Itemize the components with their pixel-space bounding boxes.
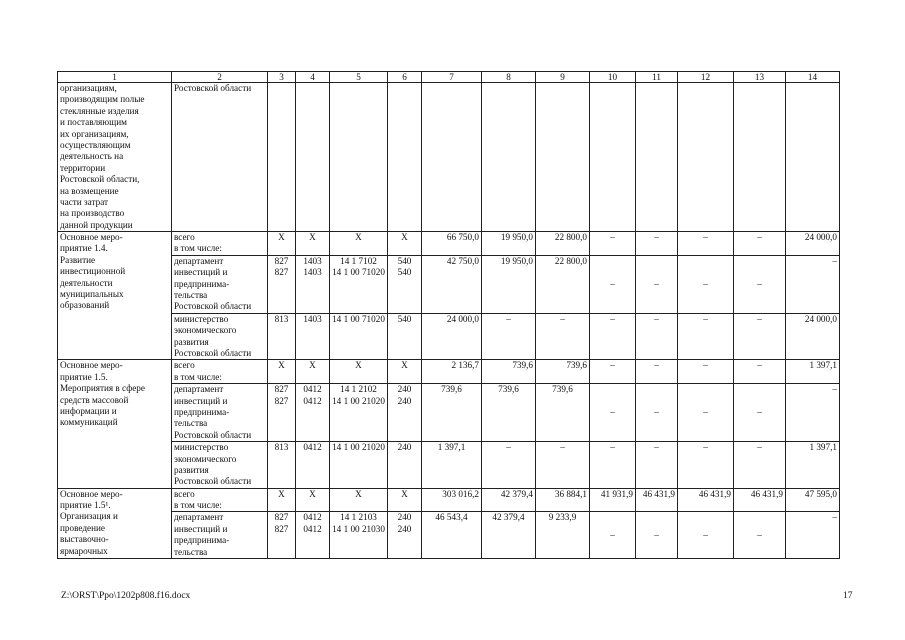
cell: 813 [268,442,296,489]
col-header: 11 [636,72,678,83]
cell: – [678,255,734,313]
col-header: 10 [590,72,636,83]
table-row [58,360,840,384]
cell: 42 750,0 [422,255,482,313]
executor: министерство экономического развития Ростовской области [172,442,268,489]
cell: – [734,360,786,384]
cell: – [734,255,786,313]
cell: 240 240 [388,512,422,559]
cell: 19 950,0 [482,255,536,313]
cell: – [678,512,734,559]
cell: – [636,442,678,489]
cell: – [636,384,678,442]
table-row [58,83,840,232]
cell: 14 1 2103 14 1 00 21030 [330,512,388,559]
cell: – [678,442,734,489]
cell: X [388,360,422,384]
cell: – [590,360,636,384]
cell: – [678,313,734,360]
cell: 14 1 00 21020 [330,442,388,489]
executor-total: всего в том числе: [172,360,268,384]
table-row [58,442,840,489]
cell: 46 431,9 [678,488,734,512]
cell: X [268,232,296,256]
cell: – [636,232,678,256]
executor: департамент инвестиций и предпринима- тельства Ростовской области [172,255,268,313]
cell: – [734,384,786,442]
cell: 36 884,1 [536,488,590,512]
cell: 66 750,0 [422,232,482,256]
cell: 0412 0412 [296,512,330,559]
cell: 0412 [296,442,330,489]
cell: – [482,313,536,360]
cell: 9 233,9 [536,512,590,559]
cell: – [786,512,840,559]
cell: 0412 0412 [296,384,330,442]
footer-file-path: Z:\ORST\Ppo\1202p808.f16.docx [61,591,191,601]
col-header: 3 [268,72,296,83]
cell: 240 [388,442,422,489]
cell: – [636,255,678,313]
cell: 2 136,7 [422,360,482,384]
cell: – [536,442,590,489]
cell: – [590,442,636,489]
cell: – [536,313,590,360]
cell: – [734,232,786,256]
executor-total: всего в том числе: [172,488,268,512]
col-header: 7 [422,72,482,83]
cell: 540 [388,313,422,360]
cell: 827 827 [268,512,296,559]
cell: 22 800,0 [536,255,590,313]
cell: – [590,255,636,313]
cell: 41 931,9 [590,488,636,512]
table-row [58,512,840,559]
cell: 42 379,4 [482,488,536,512]
cell: – [636,512,678,559]
cell: X [268,488,296,512]
cell: 739,6 [482,360,536,384]
cell: – [636,360,678,384]
cell: – [590,512,636,559]
cell: – [734,442,786,489]
table-row [58,384,840,442]
cell: 1 397,1 [422,442,482,489]
cell: 46 543,4 [422,512,482,559]
cell: 42 379,4 [482,512,536,559]
measure-name: Основное меро- приятие 1.4. Развитие инвестиционной деятельности муниципальных образований [58,232,172,360]
cell: 22 800,0 [536,232,590,256]
cell: – [590,313,636,360]
table-row [58,313,840,360]
cell: – [678,360,734,384]
cell: 24 000,0 [786,232,840,256]
cell: 827 827 [268,384,296,442]
header-row [58,72,840,83]
cell: 47 595,0 [786,488,840,512]
cell: X [296,360,330,384]
cell: – [786,384,840,442]
cell: 240 240 [388,384,422,442]
table-row [58,232,840,256]
cell: – [678,232,734,256]
cell: – [734,313,786,360]
table-row [58,488,840,512]
executor-total: всего в том числе: [172,232,268,256]
cell: 813 [268,313,296,360]
cell: 46 431,9 [636,488,678,512]
cell: 19 950,0 [482,232,536,256]
cell: 1403 1403 [296,255,330,313]
cell: 14 1 2102 14 1 00 21020 [330,384,388,442]
cell: X [330,232,388,256]
cell: X [330,360,388,384]
cell: X [296,232,330,256]
cell: X [330,488,388,512]
cell: 24 000,0 [422,313,482,360]
cell: – [482,442,536,489]
measure-name: Основное меро- приятие 1.5. Мероприятия в сфере средств массовой информации и коммуникаций [58,360,172,488]
col-header: 13 [734,72,786,83]
cell: X [296,488,330,512]
cell: – [734,512,786,559]
table-row [58,255,840,313]
cell: 14 1 00 71020 [330,313,388,360]
cell: 303 016,2 [422,488,482,512]
executor: департамент инвестиций и предпринима- тельства [172,512,268,559]
cell: 14 1 7102 14 1 00 71020 [330,255,388,313]
cell: – [590,384,636,442]
cell: 827 827 [268,255,296,313]
col-header: 6 [388,72,422,83]
col-header: 1 [58,72,172,83]
executor: департамент инвестиций и предпринима- тельства Ростовской области [172,384,268,442]
cell: 24 000,0 [786,313,840,360]
executor: Ростовской области [172,83,268,232]
col-header: 14 [786,72,840,83]
measure-name: Основное меро- приятие 1.5¹. Организация и проведение выставочно- ярмарочных [58,488,172,558]
cell: X [268,360,296,384]
cell: 739,6 [422,384,482,442]
cell: – [636,313,678,360]
cell: 1 397,1 [786,360,840,384]
col-header: 5 [330,72,388,83]
cell: 1403 [296,313,330,360]
col-header: 9 [536,72,590,83]
cell: 739,6 [536,384,590,442]
cell: – [678,384,734,442]
cell: – [786,255,840,313]
cell: 739,6 [482,384,536,442]
cell: 739,6 [536,360,590,384]
col-header: 4 [296,72,330,83]
cell: X [388,488,422,512]
budget-table [57,71,840,559]
col-header: 12 [678,72,734,83]
cell: 1 397,1 [786,442,840,489]
cell: 46 431,9 [734,488,786,512]
page-number: 17 [843,591,853,601]
col-header: 2 [172,72,268,83]
cell: – [590,232,636,256]
cell: 540 540 [388,255,422,313]
cell: X [388,232,422,256]
measure-name: организациям, производящим полые стеклянные изделия и поставляющим их организациям, осуществляющим деятельность на территории Ростовской области, на возмещение части затрат на производство данной продукции [58,83,172,232]
col-header: 8 [482,72,536,83]
executor: министерство экономического развития Ростовской области [172,313,268,360]
